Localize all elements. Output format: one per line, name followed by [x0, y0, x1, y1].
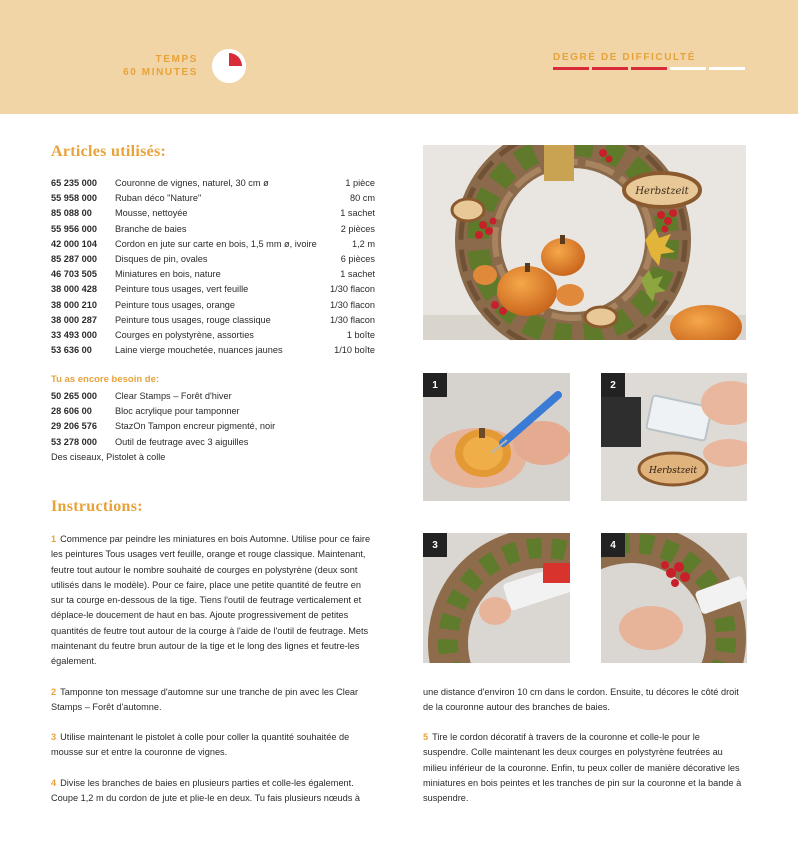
- article-qty: 1 sachet: [340, 269, 375, 280]
- article-row: [51, 191, 375, 206]
- article-qty: 2 pièces: [340, 223, 375, 234]
- time-label: TEMPS: [155, 54, 198, 65]
- article-code: 55 956 000: [51, 223, 97, 234]
- step-badge: 2: [601, 373, 625, 397]
- article-row: [51, 267, 375, 282]
- step-3: [51, 730, 373, 761]
- article-row: [51, 237, 375, 252]
- extra-tools: Des ciseaux, Pistolet à colle: [51, 452, 166, 462]
- article-name: Miniatures en bois, nature: [115, 269, 221, 280]
- article-name: Mousse, nettoyée: [115, 208, 188, 219]
- articles-table: [51, 176, 375, 358]
- article-name: Ruban déco "Nature": [115, 193, 202, 204]
- article-qty: 1 sachet: [340, 208, 375, 219]
- time-info: [106, 53, 198, 79]
- article-code: 46 703 505: [51, 269, 97, 280]
- article-name: Laine vierge mouchetée, nuances jaunes: [115, 345, 283, 356]
- article-name: Branche de baies: [115, 223, 187, 234]
- article-qty: 6 pièces: [340, 254, 375, 265]
- article-row: [51, 222, 375, 237]
- article-name: Peinture tous usages, orange: [115, 299, 236, 310]
- needed-title: Tu as encore besoin de:: [51, 374, 160, 385]
- time-value: 60 MINUTES: [123, 67, 198, 78]
- article-name: Disques de pin, ovales: [115, 254, 208, 265]
- article-qty: 1/10 boîte: [334, 345, 375, 356]
- article-qty: 1/30 flacon: [330, 299, 375, 310]
- step-number: 1: [51, 534, 57, 544]
- article-code: 53 636 00: [51, 345, 92, 356]
- difficulty-segment: [631, 67, 667, 70]
- instructions-title: Instructions:: [51, 498, 143, 515]
- step-4-photo: [601, 533, 747, 663]
- article-code: 85 088 00: [51, 208, 92, 219]
- article-row: [51, 206, 375, 221]
- difficulty-label: DEGRÉ DE DIFFICULTÉ: [553, 52, 696, 63]
- step-text: une distance d'environ 10 cm dans le cordon. Ensuite, tu décores le côté droit de la couronne autour des branches de baies.: [423, 687, 739, 713]
- step-text: Tamponne ton message d'automne sur une tranche de pin avec les Clear Stamps – Forêt d'automne.: [51, 687, 359, 713]
- difficulty-meter: [553, 67, 745, 70]
- header-band: [0, 0, 798, 114]
- step-number: 3: [51, 732, 57, 742]
- step-text: Utilise maintenant le pistolet à colle pour coller la quantité souhaitée de mousse sur et entre la couronne de vignes.: [51, 732, 350, 758]
- needed-code: 28 606 00: [51, 406, 92, 417]
- article-row: [51, 298, 375, 313]
- article-qty: 1 pièce: [345, 178, 375, 188]
- article-code: 42 000 104: [51, 238, 97, 249]
- difficulty-segment: [670, 67, 706, 70]
- difficulty-segment: [592, 67, 628, 70]
- step-text: Tire le cordon décoratif à travers de la couronne et colle-le pour le suspendre. Colle maintenant les deux courges en polystyrène feutrées au milieu inférieur de la couronne. Enfin, tu peux coller de manière décorative les miniatures en bois peintes et les tranches de pin sur la couronne et la bande à suspendre.: [423, 732, 742, 804]
- needed-row: [51, 435, 275, 450]
- step-4-part-b: [423, 685, 745, 716]
- needed-code: 50 265 000: [51, 391, 97, 401]
- difficulty-segment: [553, 67, 589, 70]
- clock-icon: [212, 49, 246, 83]
- difficulty-segment: [709, 67, 745, 70]
- needed-name: StazOn Tampon encreur pigmenté, noir: [115, 421, 276, 432]
- step-2: [51, 685, 373, 716]
- article-row: [51, 313, 375, 328]
- article-code: 85 287 000: [51, 254, 97, 265]
- wreath-photo: [423, 145, 746, 340]
- step-1: [51, 532, 373, 670]
- articles-title: Articles utilisés:: [51, 143, 167, 160]
- article-row: [51, 343, 375, 358]
- step-5: [423, 730, 745, 806]
- article-qty: 1 boîte: [346, 330, 375, 341]
- article-code: 38 000 287: [51, 314, 97, 325]
- needed-row: [51, 419, 275, 434]
- step-1-photo: [423, 373, 570, 501]
- needed-name: Outil de feutrage avec 3 aiguilles: [115, 436, 249, 447]
- article-name: Courges en polystyrène, assorties: [115, 330, 254, 341]
- step-number: 2: [51, 687, 57, 697]
- needed-name: Clear Stamps – Forêt d'hiver: [115, 391, 232, 401]
- needed-name: Bloc acrylique pour tamponner: [115, 406, 240, 417]
- article-code: 33 493 000: [51, 330, 97, 341]
- article-qty: 1,2 m: [352, 238, 375, 249]
- article-row: [51, 252, 375, 267]
- article-name: Couronne de vignes, naturel, 30 cm ø: [115, 178, 269, 188]
- article-qty: 1/30 flacon: [330, 284, 375, 295]
- article-code: 55 958 000: [51, 193, 97, 204]
- step-number: 4: [51, 778, 57, 788]
- needed-code: 29 206 576: [51, 421, 97, 432]
- step-2-photo: [601, 373, 747, 501]
- article-qty: 80 cm: [349, 193, 375, 204]
- needed-row: [51, 389, 275, 404]
- hero-tag-text: Herbstzeit: [635, 186, 689, 197]
- step-badge: 4: [601, 533, 625, 557]
- article-code: 38 000 428: [51, 284, 97, 295]
- needed-row: [51, 404, 275, 419]
- article-code: 65 235 000: [51, 178, 97, 188]
- article-name: Peinture tous usages, rouge classique: [115, 314, 271, 325]
- article-code: 38 000 210: [51, 299, 97, 310]
- needed-code: 53 278 000: [51, 436, 97, 447]
- article-row: [51, 176, 375, 191]
- article-name: Peinture tous usages, vert feuille: [115, 284, 249, 295]
- step-text: Commence par peindre les miniatures en bois Automne. Utilise pour ce faire les peintures Tous usages vert feuille, orange et rouge classique. Maintenant, feutre tout autour le nombre souhaité de courges en polystyrène (deux sont utilisés dans le modèle). Pour ce faire, place une petite quantité de feutre en sur ta courge en-dessous de la tige. Tiens l'outil de feutrage verticalement et déplace-le doucement de haut en bas. Ajoute progressivement de petites quantités de feutre tout autour de la courge à l'aide de l'outil de feutrage. Mets maintenant du feutre brun autour de la tige et le long des lignes et feutre-les également.: [51, 534, 371, 667]
- needed-table: [51, 389, 275, 450]
- article-name: Cordon en jute sur carte en bois, 1,5 mm ø, ivoire: [115, 238, 317, 249]
- step-4-part-a: [51, 776, 373, 807]
- article-row: [51, 282, 375, 297]
- step-text: Divise les branches de baies en plusieurs parties et colle-les également. Coupe 1,2 m du cordon de jute et plie-le en deux. Tu fais plusieurs nœuds à: [51, 778, 360, 804]
- step-number: 5: [423, 732, 429, 742]
- stamp-text: Herbstzeit: [648, 466, 698, 476]
- step-badge: 3: [423, 533, 447, 557]
- article-row: [51, 328, 375, 343]
- step-3-photo: [423, 533, 570, 663]
- article-qty: 1/30 flacon: [330, 314, 375, 325]
- step-badge: 1: [423, 373, 447, 397]
